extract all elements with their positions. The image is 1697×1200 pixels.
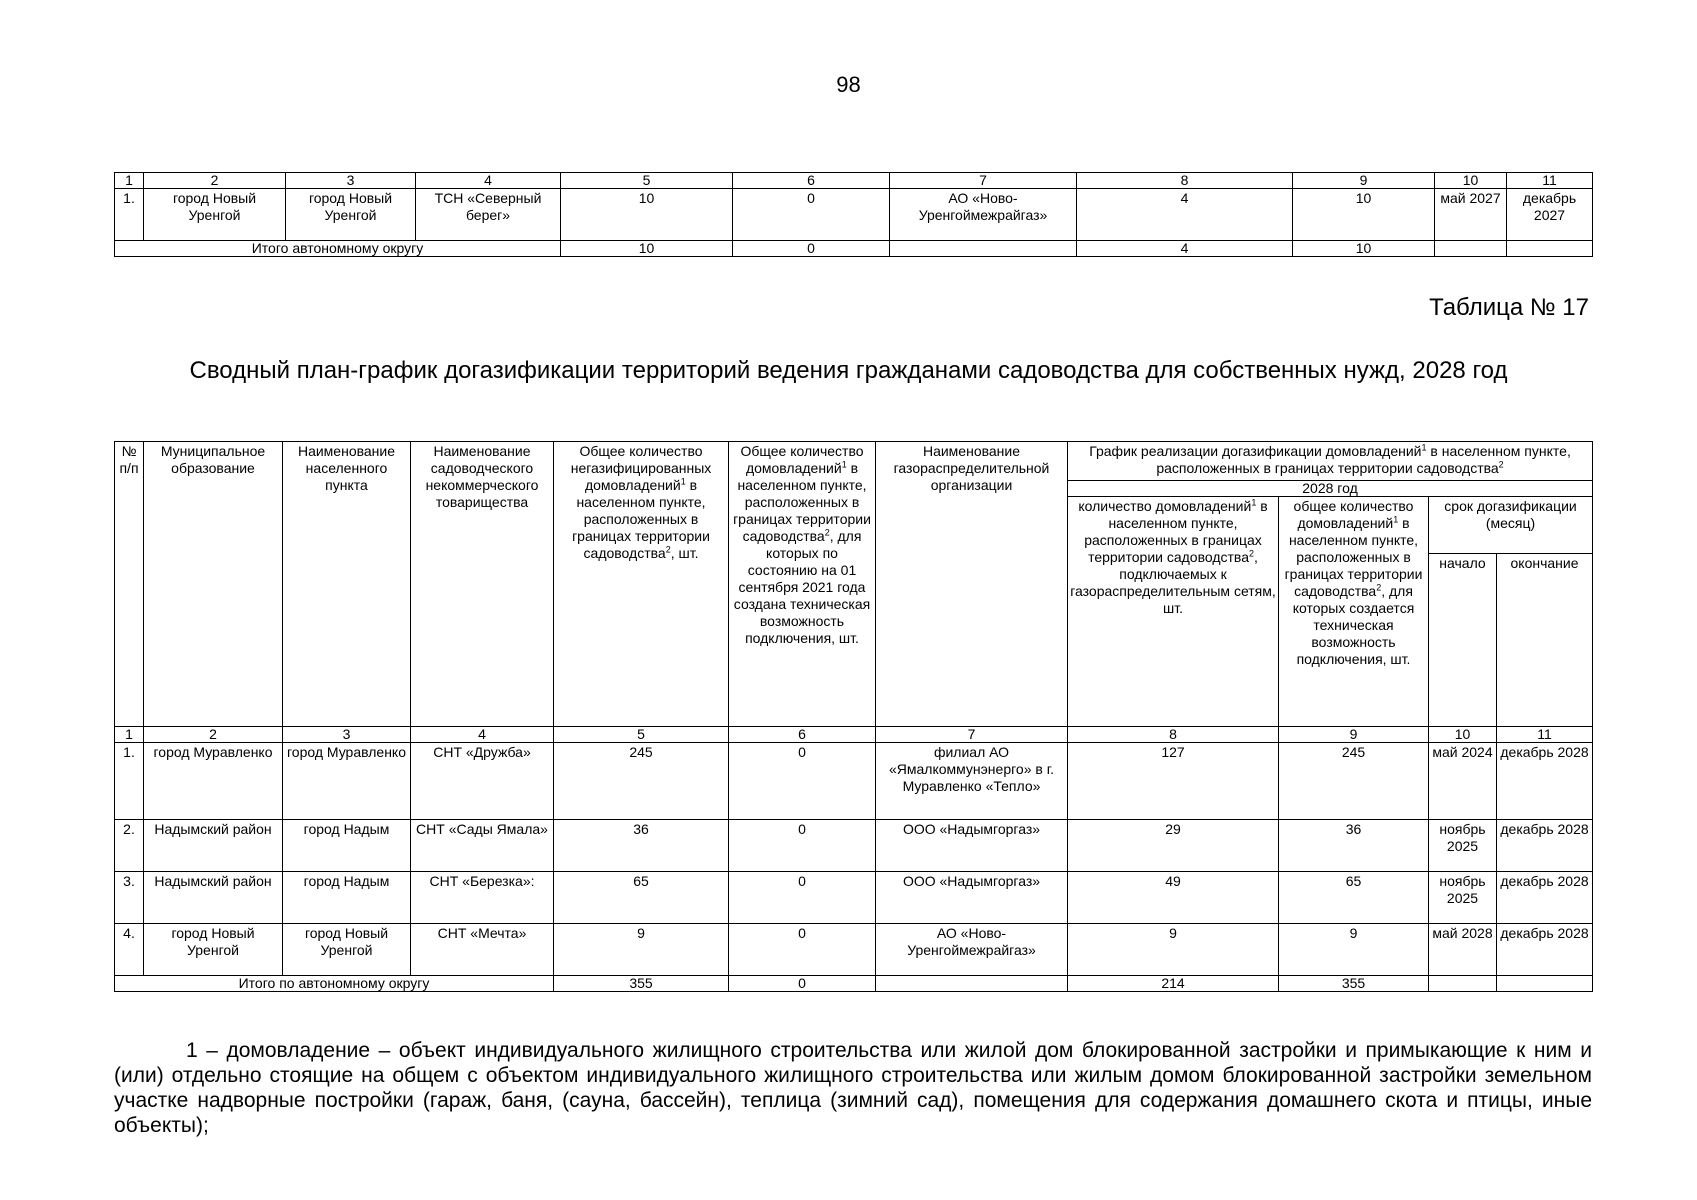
total-gas-org [876,976,1068,992]
column-number: 10 [1429,727,1497,743]
total-start [1435,241,1507,257]
header-municipality: Муниципальное образование [144,442,283,727]
column-number: 7 [876,727,1068,743]
municipality-cell: Надымский район [144,820,283,872]
header-total-ungasified [554,442,729,727]
header-text: Общее количество негазифицированных домовладений [570,443,712,493]
end-cell: декабрь 2028 [1497,924,1593,976]
end-cell: декабрь 2027 [1507,189,1593,241]
start-cell: ноябрь 2025 [1429,820,1497,872]
creating-cell: 36 [1279,820,1429,872]
total-label: Итого по автономному округу [115,976,554,992]
connected-cell: 29 [1068,820,1279,872]
municipality-cell: город Новый Уренгой [144,189,286,241]
locality-cell: город Надым [283,820,411,872]
total-creating: 355 [1279,976,1429,992]
column-number: 6 [729,727,876,743]
column-number: 2 [144,173,286,189]
header-partnership: Наименование садоводческого некоммерческого товарищества [411,442,554,727]
start-cell: май 2027 [1435,189,1507,241]
total-with-capability: 0 [733,241,890,257]
column-number: 5 [554,727,729,743]
header-text: График реализации догазификации домовладений [1089,443,1422,459]
column-number: 5 [561,173,733,189]
table-row [115,189,1593,241]
start-cell: май 2028 [1429,924,1497,976]
partnership-cell: СНТ «Сады Ямала» [411,820,554,872]
connected-cell: 4 [1077,189,1293,241]
header-text: , для которых по состоянию на 01 сентября 2021 года создана техническая возможность подключения, шт. [733,528,871,646]
with-capability-cell: 0 [729,820,876,872]
header-text: , подключаемых к газораспределительным сетям, шт. [1070,549,1276,616]
gas-org-cell: АО «Ново-Уренгоймежрайгаз» [876,924,1068,976]
total-gas-org [890,241,1077,257]
column-number: 7 [890,173,1077,189]
header-locality: Наименование населенного пункта [283,442,411,727]
locality-cell: город Новый Уренгой [283,924,411,976]
column-number: 4 [411,727,554,743]
column-number: 2 [144,727,283,743]
with-capability-cell: 0 [729,743,876,820]
total-creating: 10 [1293,241,1435,257]
locality-cell: город Надым [283,872,411,924]
footnote-mark: 1 [680,476,686,487]
total-ungasified-cell: 36 [554,820,729,872]
partnership-cell: ТСН «Северный берег» [416,189,561,241]
row-number: 1. [115,189,144,241]
with-capability-cell: 0 [729,924,876,976]
total-connected: 214 [1068,976,1279,992]
total-ungasified-cell: 9 [554,924,729,976]
locality-cell: город Муравленко [283,743,411,820]
creating-cell: 9 [1279,924,1429,976]
header-text: общее количество домовладений [1293,498,1414,531]
header-number: № п/п [115,442,144,727]
table-caption: Таблица № 17 [1429,294,1589,321]
header-text: в населенном пункте, расположенных в границах территории садоводства [1156,443,1571,476]
schedule-table [114,441,1593,992]
connected-cell: 49 [1068,872,1279,924]
footnote-mark: 2 [1249,548,1255,559]
total-ungasified-cell: 245 [554,743,729,820]
column-number: 1 [115,727,144,743]
start-cell: май 2024 [1429,743,1497,820]
table-row [115,820,1593,872]
total-row [115,241,1593,257]
row-number: 4. [115,924,144,976]
header-text: количество домовладений [1078,498,1252,514]
table-title: Сводный план-график догазификации территорий ведения гражданами садоводства для собственных нужд, 2028 год [189,357,1508,384]
header-creating [1279,497,1429,727]
column-number: 3 [283,727,411,743]
total-label: Итого автономному округу [115,241,561,257]
header-gas-org: Наименование газораспределительной организации [876,442,1068,727]
column-number-row [115,173,1593,189]
footnote-mark: 1 [1393,514,1399,525]
column-number: 10 [1435,173,1507,189]
header-text: в населенном пункте, расположенных в границах территории садоводства [1084,498,1268,565]
row-number: 2. [115,820,144,872]
column-number: 11 [1497,727,1593,743]
total-row [115,976,1593,992]
municipality-cell: город Новый Уренгой [144,924,283,976]
with-capability-cell: 0 [729,872,876,924]
partnership-cell: СНТ «Березка»: [411,872,554,924]
header-end: окончание [1497,554,1593,727]
start-cell: ноябрь 2025 [1429,872,1497,924]
continuation-table [114,172,1593,257]
footnote: 1 – домовладение – объект индивидуального жилищного строительства или жилой дом блокированной застройки и примыкающие к ним и (или) отдельно стоящие на общем с объектом индивидуального жилищного строительства или жилым домом блокированной застройки земельном участке надворные постройки (гараж, баня, (сауна, бассейн), теплица (зимний сад), помещения для содержания домашнего скота и птицы, иные объекты); [114,1039,1592,1137]
page-number: 98 [836,72,861,97]
row-number: 3. [115,872,144,924]
column-number: 11 [1507,173,1593,189]
table-row [115,743,1593,820]
column-number: 8 [1077,173,1293,189]
gas-org-cell: ООО «Надымгоргаз» [876,820,1068,872]
total-end [1497,976,1593,992]
creating-cell: 245 [1279,743,1429,820]
header-text: в населенном пункте, расположенных в границах территории садоводства [1284,515,1423,599]
row-number: 1. [115,743,144,820]
header-start: начало [1429,554,1497,727]
table-row [115,872,1593,924]
total-ungasified-cell: 65 [554,872,729,924]
end-cell: декабрь 2028 [1497,820,1593,872]
partnership-cell: СНТ «Дружба» [411,743,554,820]
total-with-capability: 0 [729,976,876,992]
gas-org-cell: АО «Ново-Уренгоймежрайгаз» [890,189,1077,241]
footnote-mark: 2 [1376,582,1382,593]
total-start [1429,976,1497,992]
footnote-mark: 2 [1498,459,1504,470]
connected-cell: 127 [1068,743,1279,820]
partnership-cell: СНТ «Мечта» [411,924,554,976]
header-schedule [1068,442,1593,481]
creating-cell: 65 [1279,872,1429,924]
end-cell: декабрь 2028 [1497,743,1593,820]
column-number-row [115,727,1593,743]
column-number: 4 [416,173,561,189]
header-text: в населенном пункте, расположенных в границах территории садоводства [733,460,871,544]
column-number: 8 [1068,727,1279,743]
column-number: 6 [733,173,890,189]
footnote-mark: 1 [1421,442,1427,453]
total-end [1507,241,1593,257]
municipality-cell: город Муравленко [144,743,283,820]
header-year: 2028 год [1068,481,1593,497]
total-ungasified: 10 [561,241,733,257]
header-with-capability [729,442,876,727]
header-text: , шт. [670,545,699,561]
footnote-mark: 2 [824,527,830,538]
table-row [115,924,1593,976]
connected-cell: 9 [1068,924,1279,976]
column-number: 3 [286,173,416,189]
gas-org-cell: ООО «Надымгоргаз» [876,872,1068,924]
total-connected: 4 [1077,241,1293,257]
total-ungasified-cell: 10 [561,189,733,241]
locality-cell: город Новый Уренгой [286,189,416,241]
header-text: , для которых создается техническая возможность подключения, шт. [1292,583,1415,667]
column-number: 9 [1293,173,1435,189]
creating-cell: 10 [1293,189,1435,241]
header-connected [1068,497,1279,727]
header-text: Общее количество домовладений [740,443,864,476]
header-deadline: срок догазификации (месяц) [1429,497,1593,554]
municipality-cell: Надымский район [144,872,283,924]
column-number: 9 [1279,727,1429,743]
header-row [115,442,1593,481]
header-text: в населенном пункте, расположенных в границах территории садоводства [572,477,710,561]
gas-org-cell: филиал АО «Ямалкоммунэнерго» в г. Муравленко «Тепло» [876,743,1068,820]
footnote-mark: 1 [841,459,847,470]
column-number: 1 [115,173,144,189]
footnote-mark: 2 [665,544,671,555]
with-capability-cell: 0 [733,189,890,241]
footnote-mark: 1 [1251,497,1257,508]
total-ungasified: 355 [554,976,729,992]
end-cell: декабрь 2028 [1497,872,1593,924]
